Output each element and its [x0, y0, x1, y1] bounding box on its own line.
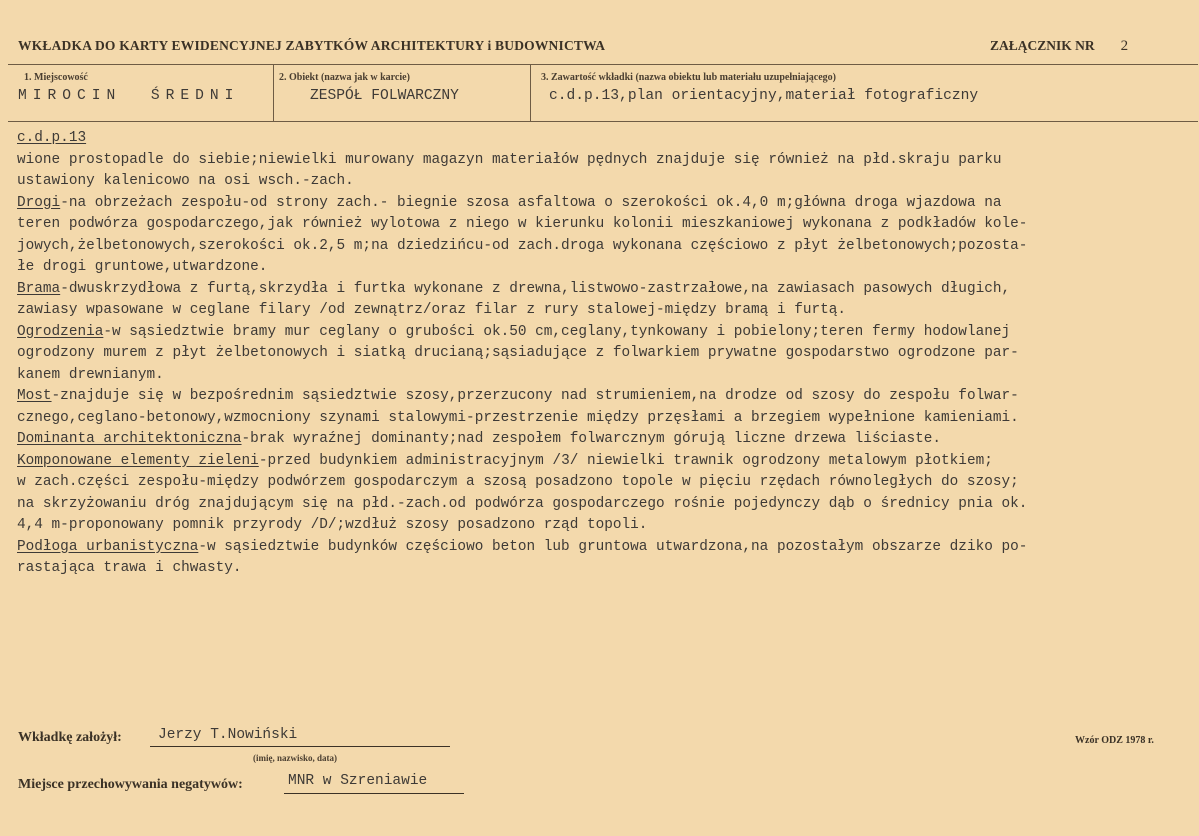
field-divider-2 — [530, 64, 531, 121]
description-line — [17, 279, 1197, 301]
section-heading: c.d.p.13 — [17, 130, 87, 146]
line-text: kanem drewnianym. — [17, 366, 164, 383]
line-text: -na obrzeżach zespołu-od strony zach.- biegnie szosa asfaltowa o szerokości ok.4,0 m;główna droga wjazdowa na — [60, 194, 1002, 211]
description-line — [17, 515, 1197, 537]
content-label: 3. Zawartość wkładki (nazwa obiektu lub materiału uzupełniającego) — [541, 72, 837, 83]
section-term: Ogrodzenia — [17, 323, 104, 340]
description-line — [17, 150, 1197, 172]
description-line — [17, 451, 1197, 473]
attachment-label: ZAŁĄCZNIK NR — [990, 38, 1095, 53]
author-value: Jerzy T.Nowiński — [158, 727, 298, 743]
description-line — [17, 322, 1197, 344]
description-line — [17, 537, 1197, 559]
description-line — [17, 386, 1197, 408]
description-line — [17, 236, 1197, 258]
form-code: Wzór ODZ 1978 r. — [1075, 735, 1154, 746]
content-value: c.d.p.13,plan orientacyjny,materiał fotograficzny — [549, 88, 979, 104]
attachment-number — [990, 38, 1128, 55]
description-line — [17, 558, 1197, 580]
line-text: w zach.części zespołu-między podwórzem gospodarczym a szosą posadzono topole w pięciu rzędach równoległych do szosy; — [17, 474, 1019, 490]
line-text: rastająca trawa i chwasty. — [17, 560, 242, 576]
header-rule-top — [8, 64, 1198, 65]
negatives-label: Miejsce przechowywania negatywów: — [18, 777, 243, 792]
line-text: teren podwórza gospodarczego,jak również wylotowa z niego w kierunku kolonii mieszkaniowej wykonana z podkładów kole- — [17, 216, 1028, 232]
line-text: 4,4 m-proponowany pomnik przyrody /D/;wzdłuż szosy posadzono rząd topoli. — [17, 517, 648, 533]
object-label: 2. Obiekt (nazwa jak w karcie) — [279, 72, 410, 83]
author-label: Wkładkę założył: — [18, 730, 122, 745]
line-text: na skrzyżowaniu dróg znajdującym się na płd.-zach.od podwórza gospodarczego rośnie pojedynczy dąb o średnicy pnia ok. — [17, 495, 1028, 512]
description-line — [17, 472, 1197, 494]
section-term: Brama — [17, 280, 61, 297]
line-text: -przed budynkiem administracyjnym /3/ niewielki trawnik ogrodzony metalowym płotkiem; — [258, 452, 993, 469]
author-note: (imię, nazwisko, data) — [253, 753, 337, 763]
line-text: -brak wyraźnej dominanty;nad zespołem folwarcznym górują liczne drzewa liściaste. — [241, 431, 942, 447]
line-text: łe drogi gruntowe,utwardzone. — [17, 259, 268, 275]
line-text: ustawiony kalenicowo na osi wsch.-zach. — [17, 173, 354, 189]
line-text: cznego,ceglano-betonowy,wzmocniony szynami stalowymi-przestrzenie między przęsłami a brzegiem wypełnione kamieniami. — [17, 409, 1019, 426]
negatives-value: MNR w Szreniawie — [288, 773, 428, 789]
attachment-value: 2 — [1120, 38, 1129, 54]
line-text: zawiasy wpasowane w ceglane filary /od zewnątrz/oraz filar z rury stalowej-między bramą i furtą. — [17, 302, 847, 318]
field-divider-1 — [273, 64, 274, 121]
description-line — [17, 193, 1197, 215]
description-line — [17, 300, 1197, 322]
section-term: Komponowane elementy zieleni — [17, 452, 259, 469]
description-line — [17, 408, 1197, 430]
description-text — [17, 128, 1197, 580]
line-text: -w sąsiedztwie bramy mur ceglany o grubości ok.50 cm,ceglany,tynkowany i pobielony;teren fermy hodowlanej — [103, 323, 1011, 340]
description-line — [17, 214, 1197, 236]
author-line — [150, 746, 450, 747]
description-lines — [17, 150, 1197, 580]
section-term: Dominanta architektoniczna — [17, 431, 242, 447]
description-line — [17, 365, 1197, 387]
line-text: -znajduje się w bezpośrednim sąsiedztwie szosy,przerzucony nad strumieniem,na drodze od szosy do zespołu folwar- — [51, 388, 1019, 404]
description-line — [17, 343, 1197, 365]
card-title: WKŁADKA DO KARTY EWIDENCYJNEJ ZABYTKÓW ARCHITEKTURY i BUDOWNICTWA — [18, 38, 606, 53]
negatives-line — [284, 793, 464, 794]
description-line — [17, 429, 1197, 451]
line-text: -w sąsiedztwie budynków częściowo beton lub gruntowa utwardzona,na pozostałym obszarze dziko po- — [198, 538, 1028, 555]
description-line — [17, 257, 1197, 279]
section-term: Podłoga urbanistyczna — [17, 538, 199, 555]
place-label: 1. Miejscowość — [24, 72, 88, 83]
line-text: ogrodzony murem z płyt żelbetonowych i siatką drucianą;sąsiadujące z folwarkiem prywatne gospodarstwo ogrodzone par- — [17, 345, 1019, 361]
description-line — [17, 494, 1197, 516]
line-text: jowych,żelbetonowych,szerokości ok.2,5 m;na dziedzińcu-od zach.droga wykonana częściowo z płyt żelbetonowych;pozosta- — [17, 237, 1028, 254]
description-line — [17, 171, 1197, 193]
line-text: -dwuskrzydłowa z furtą,skrzydła i furtka wykonane z drewna,listwowo-zastrzałowe,na zawiasach pasowych długich, — [60, 280, 1011, 297]
section-term: Drogi — [17, 194, 61, 211]
section-term: Most — [17, 388, 52, 404]
line-text: wione prostopadle do siebie;niewielki murowany magazyn materiałów pędnych znajduje się również na płd.skraju parku — [17, 151, 1002, 168]
place-value: MIROCIN ŚREDNI — [18, 88, 240, 104]
header-rule-bottom — [8, 121, 1198, 122]
object-value: ZESPÓŁ FOLWARCZNY — [310, 88, 459, 104]
